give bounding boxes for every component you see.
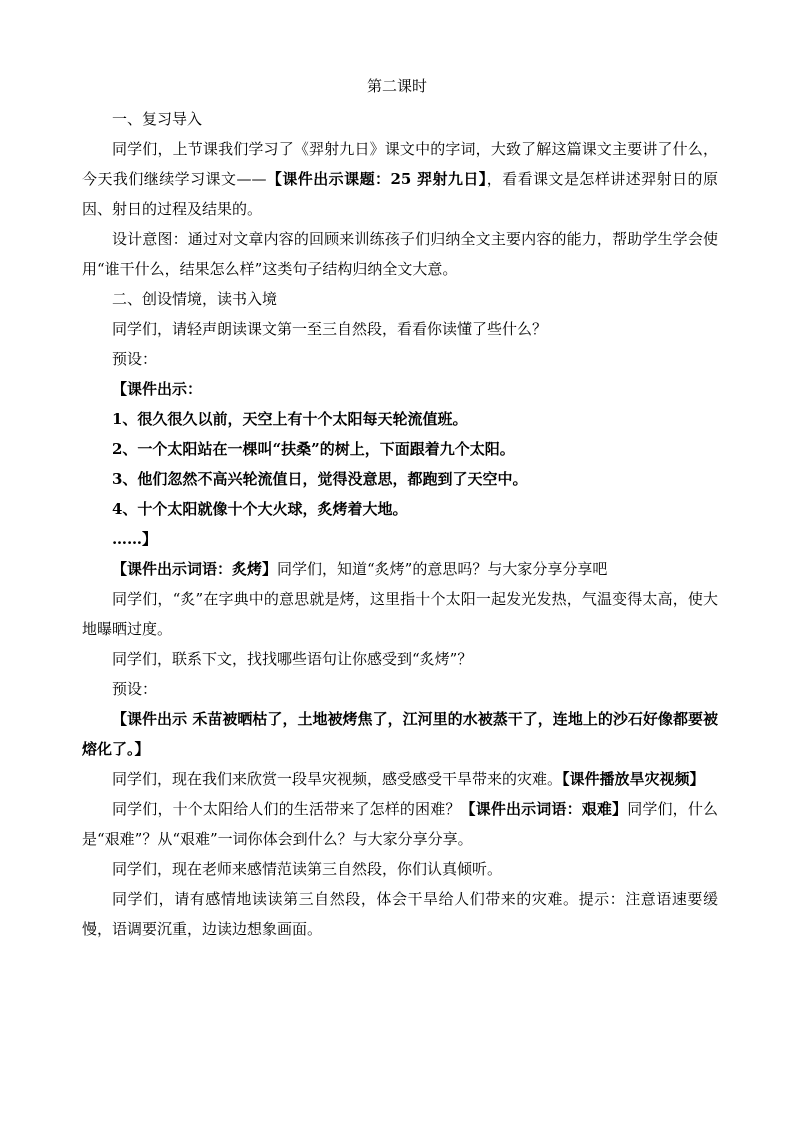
preset-label: 预设： (112, 680, 158, 698)
courseware-word-callout: 【课件出示词语：艰难】 (460, 800, 628, 818)
text-segment: 同学们，知道“炙烤”的意思吗？与大家分享分享吧 (277, 560, 608, 578)
paragraph-design-intent: 设计意图：通过对文章内容的回顾来训练孩子们归纳全文主要内容的能力，帮助学生学会使用“谁干什么，结果怎么样”这类句子结构归纳全文大意。 (82, 230, 718, 278)
courseware-item: 2、一个太阳站在一棵叫“扶桑”的树上，下面跟着九个太阳。 (112, 440, 515, 458)
lesson-content (82, 104, 718, 944)
courseware-quote: 【课件出示 禾苗被晒枯了，土地被烤焦了，江河里的水被蒸干了，连地上的沙石好像都要被熔化了。】 (82, 710, 718, 758)
paragraph-review-intro (82, 134, 718, 224)
text-segment: 同学们，什么是“艰难”？从“艰难”一词你体会到什么？与大家分享分享。 (82, 800, 718, 848)
text-segment: 同学们，现在我们来欣赏一段旱灾视频，感受感受干旱带来的灾难。 (112, 770, 563, 788)
courseware-item: 3、他们忽然不高兴轮流值日，觉得没意思，都跑到了天空中。 (112, 470, 528, 488)
paragraph-read-aloud: 同学们，请轻声朗读课文第一至三自然段，看看你读懂了些什么？ (112, 320, 548, 338)
paragraph-drought-video (82, 764, 718, 794)
paragraph-word-meaning: 同学们，“炙”在字典中的意思就是烤，这里指十个太阳一起发光发热，气温变得太高，使大地曝晒过度。 (82, 590, 718, 638)
paragraph-student-reading: 同学们，请有感情地读读第三自然段，体会干旱给人们带来的灾难。提示：注意语速要缓慢，语调要沉重，边读边想象画面。 (82, 890, 718, 938)
courseware-item: 4、十个太阳就像十个大火球，炙烤着大地。 (112, 500, 408, 518)
courseware-word-callout: 【课件出示词语：炙烤】 (112, 560, 278, 578)
preset-label: 预设： (112, 350, 158, 368)
paragraph-word-roast (82, 554, 718, 584)
text-segment: ，看看课文是怎样讲述羿射日的原因、射日的过程及结果的。 (82, 170, 718, 218)
courseware-close: ……】 (112, 530, 158, 548)
section-heading-review: 一、复习导入 (112, 110, 203, 128)
text-segment: 同学们，上节课我们学习了《羿射九日》课文中的字词，大致了解这篇课文主要讲了什么，今天我们继续学习课文—— (82, 140, 718, 188)
text-segment: 同学们，十个太阳给人们的生活带来了怎样的困难？ (112, 800, 461, 818)
section-heading-scenario: 二、创设情境，读书入境 (112, 290, 278, 308)
courseware-open: 【课件出示： (112, 380, 203, 398)
courseware-item: 1、很久很久以前，天空上有十个太阳每天轮流值班。 (112, 410, 468, 428)
courseware-title-callout: 【课件出示课题：25 羿射九日】 (266, 170, 487, 188)
paragraph-find-sentences: 同学们，联系下文，找找哪些语句让你感受到“炙烤”？ (112, 650, 473, 668)
page-title: 第二课时 (366, 77, 427, 95)
courseware-video-callout: 【课件播放旱灾视频】 (562, 770, 705, 788)
paragraph-hardship (82, 794, 718, 854)
paragraph-teacher-reading: 同学们，现在老师来感情范读第三自然段，你们认真倾听。 (112, 860, 503, 878)
